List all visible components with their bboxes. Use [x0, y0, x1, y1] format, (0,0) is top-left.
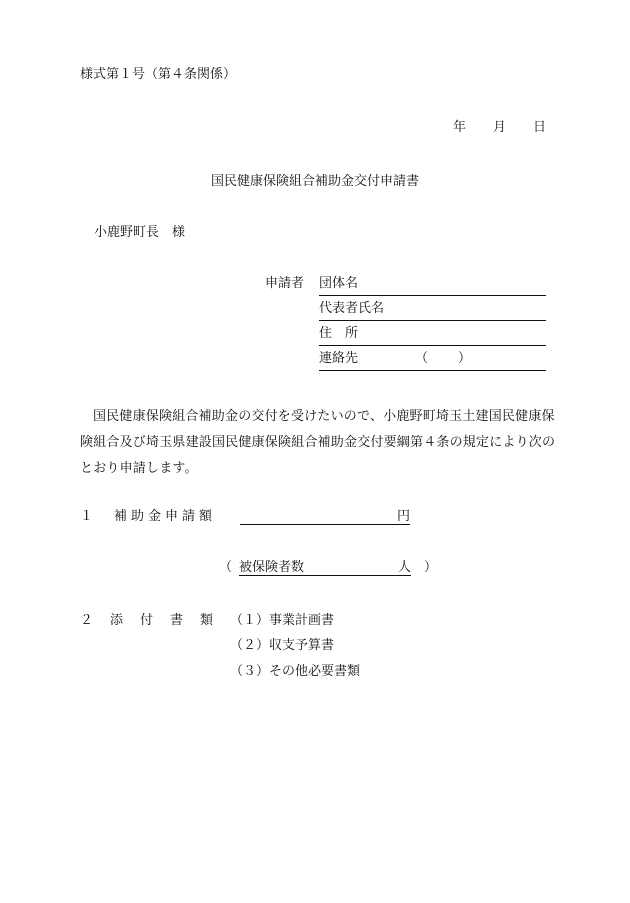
contact-paren-open: （: [415, 351, 429, 366]
application-statement: 国民健康保険組合補助金の交付を受けたいので、小鹿野町埼玉土建国民健康保険組合及び埼玉県建設国民健康保険組合補助金交付要綱第４条の規定により次のとおり申請します。: [80, 409, 556, 476]
subsidy-amount-label: １ 補助金申請額: [80, 509, 217, 524]
address-label: 住 所: [319, 326, 359, 341]
insured-count-label: 被保険者数: [239, 560, 305, 575]
yen-unit: 円: [396, 509, 410, 524]
date-day-label: 日: [533, 120, 547, 135]
date-year-label: 年: [453, 120, 467, 135]
contact-field[interactable]: [319, 352, 546, 371]
attachment-item: （１）事業計画書: [230, 613, 335, 628]
form-number: 様式第１号（第４条関係）: [80, 67, 237, 82]
document-title: 国民健康保険組合補助金交付申請書: [210, 174, 419, 189]
group-name-field[interactable]: [319, 277, 546, 296]
subsidy-amount-field[interactable]: [240, 510, 410, 525]
insured-paren-open: （: [219, 560, 233, 575]
representative-name-label: 代表者氏名: [319, 301, 385, 316]
representative-name-field[interactable]: [319, 302, 546, 321]
person-unit: 人: [397, 560, 411, 575]
attachment-item: （２）収支予算書: [230, 638, 335, 653]
insured-count-field[interactable]: [239, 561, 411, 576]
insured-paren-close: ）: [424, 560, 438, 575]
attachment-item: （３）その他必要書類: [230, 664, 361, 679]
attachments-label: ２ 添 付 書 類: [80, 613, 216, 628]
group-name-label: 団体名: [319, 276, 359, 291]
address-field[interactable]: [319, 327, 546, 346]
contact-label: 連絡先: [319, 351, 359, 366]
contact-paren-close: ）: [458, 351, 472, 366]
applicant-label: 申請者: [265, 276, 305, 291]
date-month-label: 月: [493, 120, 507, 135]
addressee: 小鹿野町長 様: [94, 225, 186, 240]
